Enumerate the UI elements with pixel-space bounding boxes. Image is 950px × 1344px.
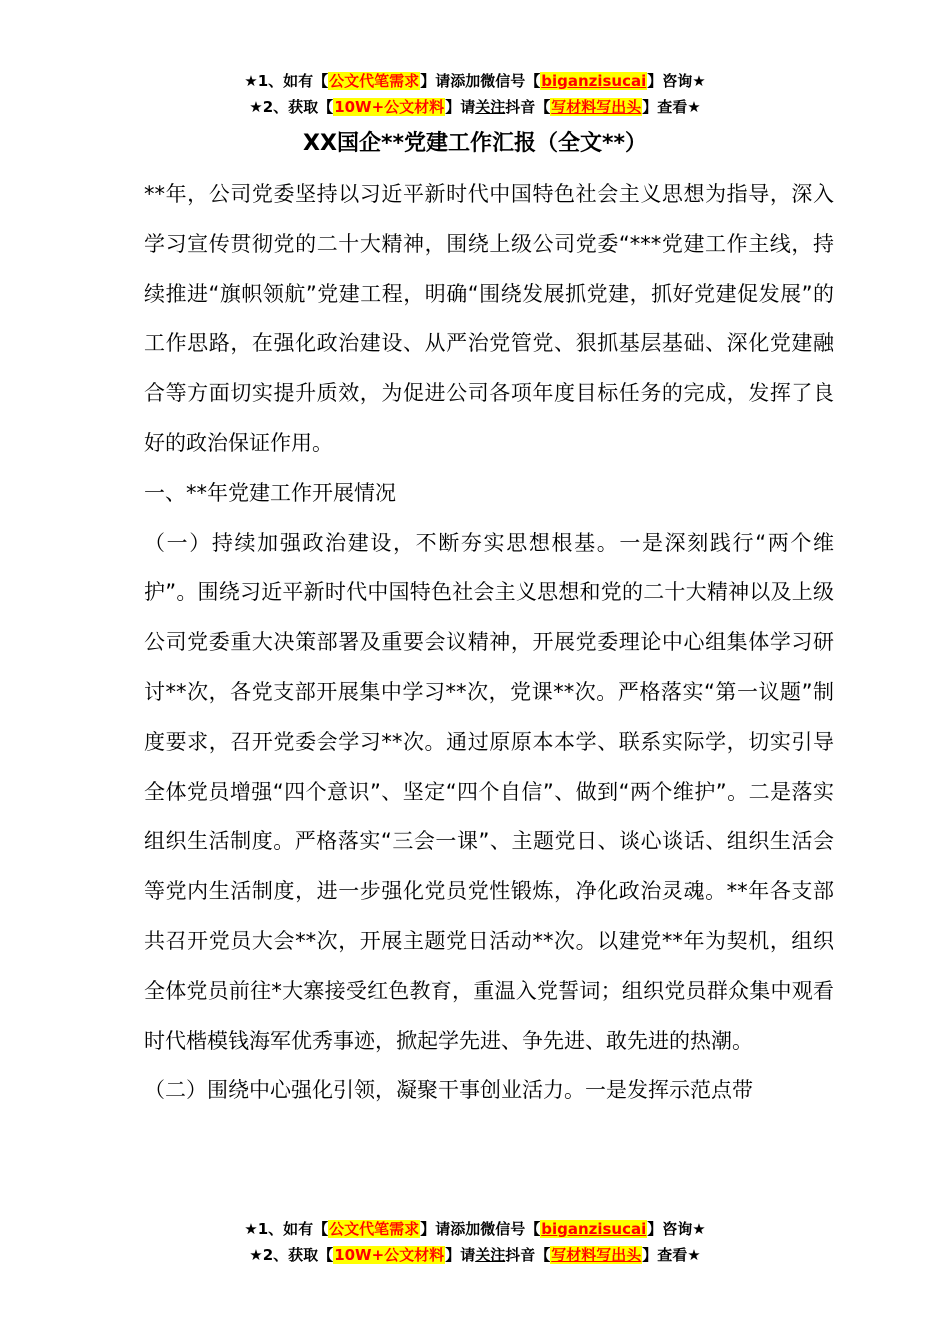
banner-line-2: [0, 94, 950, 120]
footer-banner: [0, 1216, 950, 1268]
section-heading: 一、**年党建工作开展情况: [144, 480, 396, 505]
paragraph-intro: **年，公司党委坚持以习近平新时代中国特色社会主义思想为指导，深入学习宣传贯彻党的二十大精神，围绕上级公司党委“***党建工作主线，持续推进“旗帜领航”党建工程，明确“围绕发展抓党建，抓好党建促发展”的工作思路，在强化政治建设、从严治党管党、狠抓基层基础、深化党建融合等方面切实提升质效，为促进公司各项年度目标任务的完成，发挥了良好的政治保证作用。: [144, 182, 834, 455]
header-banner: [0, 68, 950, 120]
banner-text: ★2、获取【: [249, 98, 334, 116]
banner-text: 】咨询★: [647, 72, 706, 90]
banner-text: ★1、如有【: [244, 72, 329, 90]
banner-text: 】咨询★: [647, 1220, 706, 1238]
banner-text: 】请添加微信号【: [420, 1220, 541, 1238]
wechat-id-link[interactable]: biganzisucai: [541, 72, 647, 90]
banner-highlight: 10W+公文材料: [334, 1246, 445, 1264]
banner-follow-link[interactable]: 关注: [475, 1246, 506, 1264]
banner-text: 】查看★: [642, 1246, 701, 1264]
banner-text: ★2、获取【: [249, 1246, 334, 1264]
banner-text: 抖音【: [505, 1246, 551, 1264]
douyin-account-link[interactable]: 写材料写出头: [551, 98, 642, 116]
banner-text: ★1、如有【: [244, 1220, 329, 1238]
paragraph-section-2: （二）围绕中心强化引领，凝聚干事创业活力。一是发挥示范点带: [144, 1078, 753, 1103]
wechat-id-link[interactable]: biganzisucai: [541, 1220, 647, 1238]
banner-text: 】查看★: [642, 98, 701, 116]
banner-text: 】请添加微信号【: [420, 72, 541, 90]
douyin-account-link[interactable]: 写材料写出头: [551, 1246, 642, 1264]
banner-highlight: 公文代笔需求: [329, 72, 420, 90]
banner-text: 】请: [445, 98, 476, 116]
banner-text: 】请: [445, 1246, 476, 1264]
banner-line-1: [0, 1216, 950, 1242]
banner-highlight: 10W+公文材料: [334, 98, 445, 116]
paragraph-section-1: （一）持续加强政治建设，不断夯实思想根基。一是深刻践行“两个维护”。围绕习近平新时代中国特色社会主义思想和党的二十大精神以及上级公司党委重大决策部署及重要会议精神，开展党委理论中心组集体学习研讨**次，各党支部开展集中学习**次，党课**次。严格落实“第一议题”制度要求，召开党委会学习**次。通过原原本本学、联系实际学，切实引导全体党员增强“四个意识”、坚定“四个自信”、做到“两个维护”。二是落实组织生活制度。严格落实“三会一课”、主题党日、谈心谈话、组织生活会等党内生活制度，进一步强化党员党性锻炼，净化政治灵魂。**年各支部共召开党员大会**次，开展主题党日活动**次。以建党**年为契机，组织全体党员前往*大寨接受红色教育，重温入党誓词；组织党员群众集中观看时代楷模钱海军优秀事迹，掀起学先进、争先进、敢先进的热潮。: [144, 530, 834, 1053]
document-title: XX国企**党建工作汇报（全文**）: [303, 131, 647, 156]
banner-line-2: [0, 1242, 950, 1268]
banner-highlight: 公文代笔需求: [329, 1220, 420, 1238]
document-body: [144, 170, 834, 1116]
banner-text: 抖音【: [505, 98, 551, 116]
banner-follow-link[interactable]: 关注: [475, 98, 506, 116]
banner-line-1: [0, 68, 950, 94]
